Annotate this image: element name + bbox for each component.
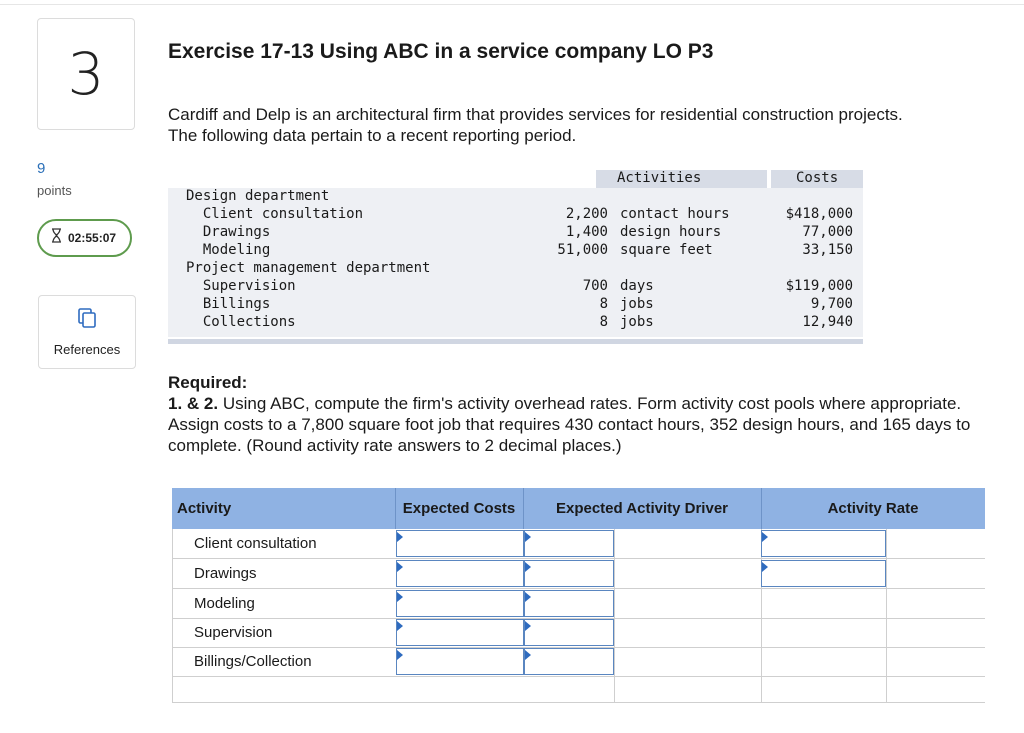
answer-row-billings-collection: Billings/Collection [172,647,985,677]
exercise-intro: Cardiff and Delp is an architectural firm that provides services for residential construction projects. The following data pertain to a recent reporting period. [168,105,903,145]
col-expected-costs: Expected Costs [402,500,516,517]
required-number: 1. & 2. [168,394,219,413]
expected-driver-input[interactable] [524,590,614,617]
expected-driver-input[interactable] [524,648,614,675]
header-activities: Activities [617,170,702,186]
required-label: Required: [168,373,248,392]
expected-driver-input[interactable] [524,619,614,646]
expected-driver-input[interactable] [524,530,614,557]
exercise-title: Exercise 17-13 Using ABC in a service company LO P3 [168,40,714,63]
expected-costs-input[interactable] [396,619,524,646]
table-row: Supervision 700 days $119,000 [186,278,853,294]
activity-rate-input[interactable] [761,530,886,557]
expected-driver-input[interactable] [524,560,614,587]
data-table [168,168,863,344]
data-table-body [168,188,863,337]
top-divider [0,4,1024,5]
table-row: Modeling 51,000 square feet 33,150 [186,242,853,258]
answer-row-blank [172,675,985,703]
timer[interactable] [37,219,132,257]
references-label: References [53,342,121,357]
points-value: 9 [37,160,46,177]
col-activity: Activity [177,500,232,517]
points-label: points [37,183,72,198]
data-table-header [168,168,863,187]
answer-row-drawings: Drawings [172,559,985,589]
col-expected-driver: Expected Activity Driver [555,500,729,517]
answer-row-client-consultation: Client consultation [172,529,985,559]
required-section [168,372,988,456]
answer-row-supervision: Supervision [172,618,985,648]
activity-rate-input[interactable] [761,560,886,587]
hourglass-icon [51,228,62,248]
table-row: Design department [186,188,330,204]
timer-value: 02:55:07 [68,231,117,245]
question-number-box [37,18,135,130]
answer-table-header [172,488,985,529]
question-number: 3 [67,40,105,108]
data-table-footer-bar [168,339,863,344]
table-row: Client consultation 2,200 contact hours $418,000 [186,206,853,222]
header-costs: Costs [796,170,839,186]
references-icon [76,307,98,334]
table-row: Billings 8 jobs 9,700 [186,296,853,312]
col-activity-rate: Activity Rate [827,500,919,517]
expected-costs-input[interactable] [396,648,524,675]
table-row: Drawings 1,400 design hours 77,000 [186,224,853,240]
required-text: Using ABC, compute the firm's activity overhead rates. Form activity cost pools where appropriate. Assign costs to a 7,800 square foot job that requires 430 contact hours, 352 design hours, and 165 days to complete. (Round activity rate answers to 2 decimal places.) [168,394,971,455]
table-row: Collections 8 jobs 12,940 [186,314,853,330]
expected-costs-input[interactable] [396,560,524,587]
references-button[interactable] [38,295,136,369]
expected-costs-input[interactable] [396,530,524,557]
answer-row-modeling: Modeling [172,589,985,619]
table-row: Project management department [186,260,431,276]
expected-costs-input[interactable] [396,590,524,617]
